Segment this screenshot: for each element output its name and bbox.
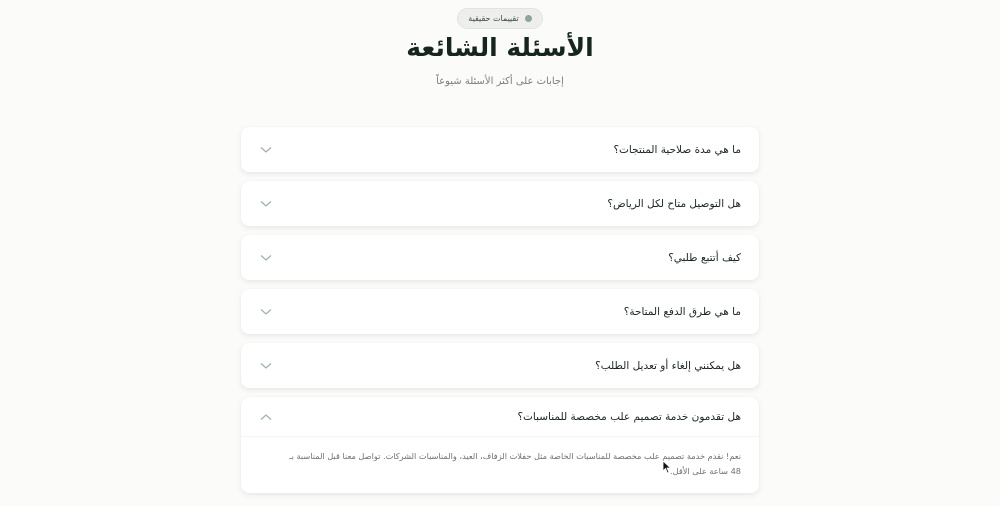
faq-question-text: هل تقدمون خدمة تصميم علب مخصصة للمناسبات؟ <box>517 410 741 423</box>
faq-question-toggle[interactable] <box>241 181 759 226</box>
faq-answer-line: نعم! نقدم خدمة تصميم علب مخصصة للمناسبات الخاصة مثل حفلات الزفاف، العيد، والمناسبات الشركات. تواصل معنا قبل المناسبة بـ <box>289 451 741 461</box>
faq-question-text: هل يمكنني إلغاء أو تعديل الطلب؟ <box>595 359 741 372</box>
faq-question-toggle[interactable] <box>241 397 759 437</box>
page-title: الأسئلة الشائعة <box>406 33 594 62</box>
chevron-down-icon[interactable] <box>259 197 273 211</box>
badge-label: تقييمات حقيقية <box>468 14 519 23</box>
chevron-down-icon[interactable] <box>259 359 273 373</box>
faq-list <box>241 127 759 502</box>
faq-item <box>241 127 759 172</box>
chevron-down-icon[interactable] <box>259 305 273 319</box>
faq-item <box>241 289 759 334</box>
faq-question-toggle[interactable] <box>241 343 759 388</box>
faq-item <box>241 181 759 226</box>
faq-answer <box>241 437 759 493</box>
faq-question-text: ما هي طرق الدفع المتاحة؟ <box>623 305 741 318</box>
page-subtitle: إجابات على أكثر الأسئلة شيوعاً <box>436 76 564 87</box>
faq-question-toggle[interactable] <box>241 289 759 334</box>
faq-question-text: كيف أتتبع طلبي؟ <box>668 251 741 264</box>
faq-question-toggle[interactable] <box>241 127 759 172</box>
chevron-up-icon[interactable] <box>259 410 273 424</box>
faq-question-toggle[interactable] <box>241 235 759 280</box>
faq-question-text: هل التوصيل متاح لكل الرياض؟ <box>607 197 741 210</box>
faq-item-expanded <box>241 397 759 493</box>
reviews-badge <box>457 8 543 29</box>
faq-answer-line: 48 ساعة على الأقل. <box>670 466 741 476</box>
faq-item <box>241 343 759 388</box>
chevron-down-icon[interactable] <box>259 143 273 157</box>
faq-question-text: ما هي مدة صلاحية المنتجات؟ <box>613 143 741 156</box>
badge-dot-icon <box>525 15 532 22</box>
chevron-down-icon[interactable] <box>259 251 273 265</box>
mouse-cursor-icon <box>662 460 672 474</box>
faq-item <box>241 235 759 280</box>
